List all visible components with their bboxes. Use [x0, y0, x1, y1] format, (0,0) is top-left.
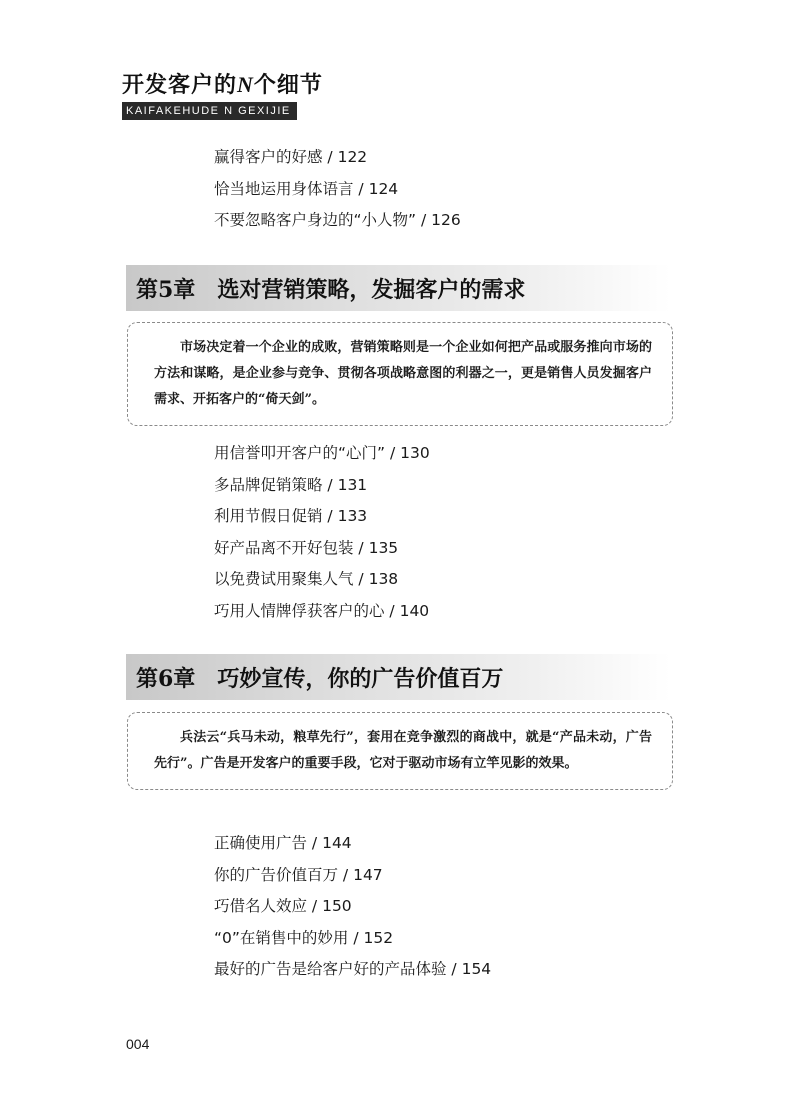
- chapter-title: 选对营销策略，发掘客户的需求: [217, 276, 526, 303]
- chapter-number: 第6章: [136, 665, 196, 692]
- book-title-suffix: 个细节: [253, 72, 323, 98]
- toc-entry[interactable]: 好产品离不开好包装 / 135: [214, 538, 399, 557]
- book-title-prefix: 开发客户的: [122, 72, 238, 98]
- toc-entry[interactable]: 巧借名人效应 / 150: [214, 897, 352, 915]
- chapter-intro-text: 市场决定着一个企业的成败，营销策略则是一个企业如何把产品或服务推向市场的方法和谋略，是企业参与竞争、贯彻各项战略意图的利器之一，更是销售人员发掘客户需求、开拓客户的“倚天剑”。: [154, 340, 652, 407]
- chapter-number: 第5章: [136, 276, 196, 303]
- toc-entry[interactable]: 用信誉叩开客户的“心门” / 130: [214, 444, 430, 462]
- toc-entry[interactable]: 不要忽略客户身边的“小人物” / 126: [214, 211, 461, 229]
- toc-entry[interactable]: 正确使用广告 / 144: [214, 834, 352, 852]
- toc-entry[interactable]: 以免费试用聚集人气 / 138: [214, 570, 399, 588]
- toc-entry[interactable]: 赢得客户的好感 / 122: [214, 148, 368, 166]
- book-title: [122, 72, 323, 98]
- chapter-title: 巧妙宣传，你的广告价值百万: [217, 665, 504, 692]
- chapter-intro-text: 兵法云“兵马未动，粮草先行”，套用在竞争激烈的商战中，就是“产品未动，广告先行”。广告是开发客户的重要手段，它对于驱动市场有立竿见影的效果。: [154, 730, 652, 771]
- chapter-5-heading: [126, 265, 671, 311]
- running-header: [122, 72, 323, 120]
- chapter-6-intro-box: [127, 712, 673, 790]
- toc-entry[interactable]: 恰当地运用身体语言 / 124: [214, 179, 399, 198]
- toc-entry[interactable]: 最好的广告是给客户好的产品体验 / 154: [214, 960, 492, 978]
- book-title-n: N: [237, 72, 254, 97]
- chapter-6-heading: [126, 654, 671, 700]
- toc-list-chapter-5: [214, 438, 430, 627]
- page-number: 004: [126, 1036, 150, 1052]
- toc-list-top: [214, 142, 461, 237]
- toc-list-chapter-6: [214, 828, 491, 986]
- book-title-pinyin: KAIFAKEHUDE N GEXIJIE: [122, 102, 297, 120]
- toc-entry[interactable]: 利用节假日促销 / 133: [214, 507, 368, 525]
- toc-entry[interactable]: 你的广告价值百万 / 147: [214, 865, 383, 884]
- chapter-5-intro-box: [127, 322, 673, 426]
- toc-entry[interactable]: 多品牌促销策略 / 131: [214, 475, 368, 494]
- toc-entry[interactable]: 巧用人情牌俘获客户的心 / 140: [214, 601, 430, 620]
- toc-entry[interactable]: “0”在销售中的妙用 / 152: [214, 928, 394, 947]
